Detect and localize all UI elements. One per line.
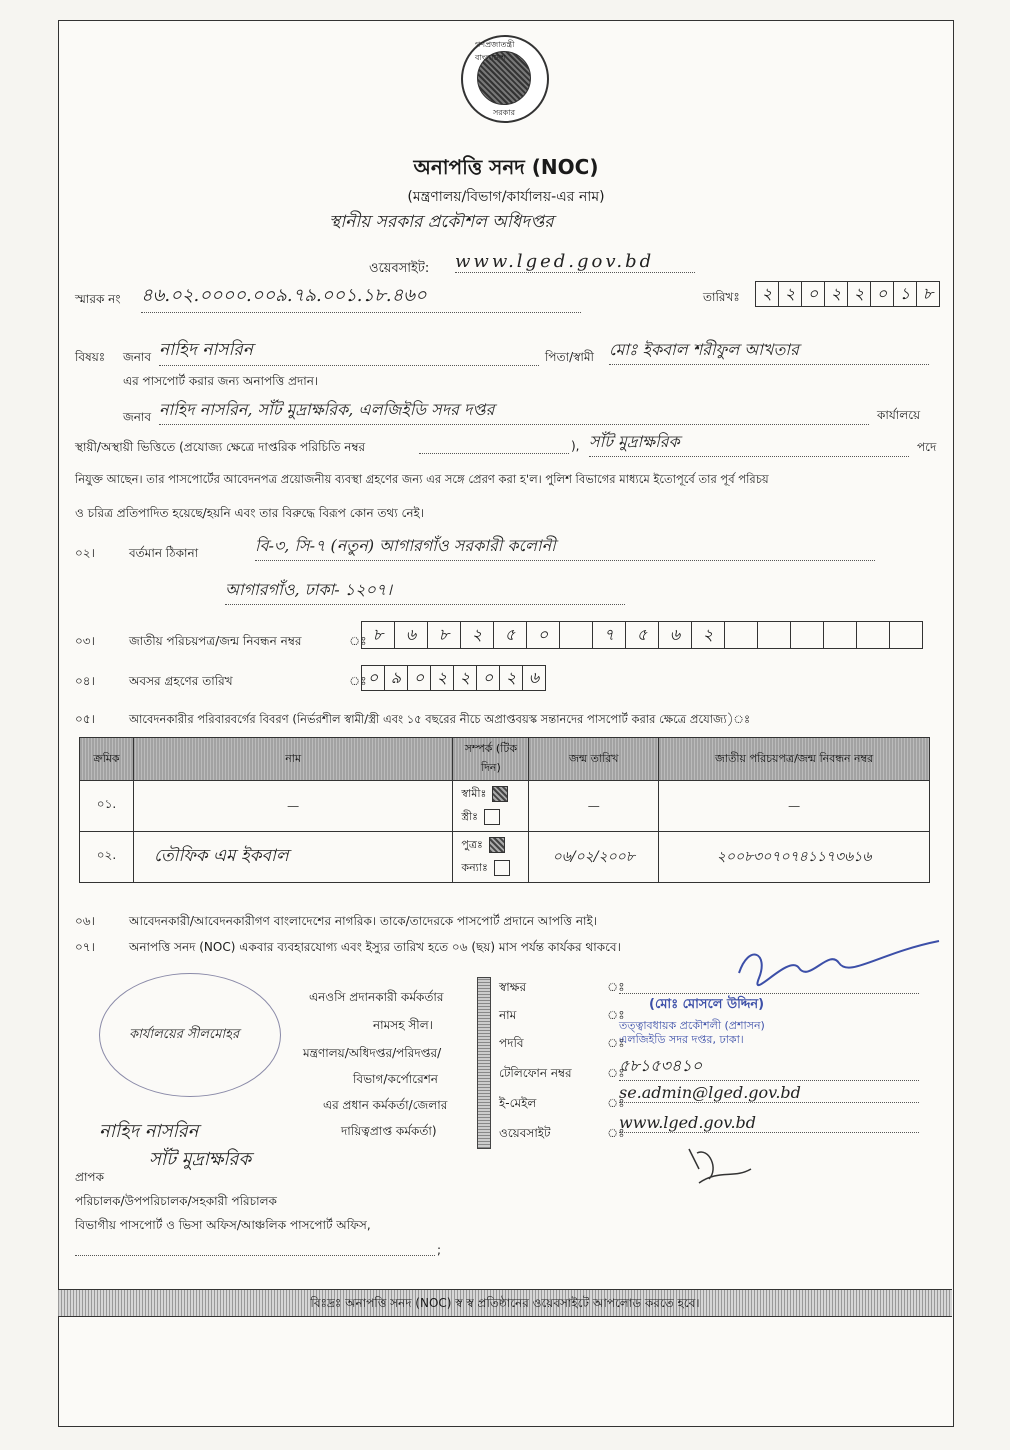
signatory-line1: এনওসি প্রদানকারী কর্মকর্তার (309, 990, 444, 1004)
memo-label: স্মারক নং (75, 292, 121, 306)
field-colon: ঃ (607, 1008, 625, 1022)
item-07-number: ০৭। (75, 940, 95, 954)
office-suffix: কার্যালয়ে (877, 408, 921, 422)
family-table (79, 737, 930, 883)
row-dob: ০৬/০২/২০০৮ (529, 832, 659, 883)
subject-line2: এর পাসপোর্ট করার জন্য অনাপত্তি প্রদান। (123, 374, 319, 388)
permanent-close: ), (571, 439, 580, 453)
seal-top-text: গণপ্রজাতন্ত্রী বাংলাদেশ (475, 40, 515, 62)
field-designation-label: পদবি (499, 1036, 524, 1050)
row-nid: ২০০৮৩০৭০৭৪১১৭৩৬১৬ (659, 832, 930, 883)
relation-option-label: কন্যাঃ (461, 861, 488, 874)
applicant-line: নাহিদ নাসরিন, সাঁট মুদ্রাক্ষরিক, এলজিইডি সদর দপ্তর (159, 397, 869, 425)
date-digit: ১ (893, 281, 917, 307)
table-header: ক্রমিক (80, 738, 134, 781)
relation-option-label: স্বামীঃ (461, 787, 487, 800)
applicant-name: নাহিদ নাসরিন (159, 337, 539, 366)
note-07: অনাপত্তি সনদ (NOC) একবার ব্যবহারযোগ্য এবং ইস্যুর তারিখ হতে ০৬ (ছয়) মাস পর্যন্ত কার্যকর থাকবে। (129, 940, 621, 954)
page-title: অনাপত্তি সনদ (NOC) (413, 155, 599, 179)
checkbox-checked-icon (492, 786, 508, 802)
item-06-number: ০৬। (75, 914, 95, 928)
field-email-label: ই-মেইল (499, 1096, 537, 1110)
table-header: জাতীয় পরিচয়পত্র/জন্ম নিবন্ধন নম্বর (659, 738, 930, 781)
recipient-line1: পরিচালক/উপপরিচালক/সহকারী পরিচালক (75, 1194, 277, 1208)
nid-digit (856, 621, 890, 649)
noc-document (58, 20, 954, 1427)
signatory-line2: নামসহ সীল। (373, 1018, 433, 1032)
retire-digit: ০ (361, 665, 385, 691)
subject-mr-label: জনাব (123, 350, 152, 364)
permanent-text: স্থায়ী/অস্থায়ী ভিত্তিতে (প্রযোজ্য ক্ষেত্রে দাপ্তরিক পরিচিতি নম্বর (75, 440, 366, 454)
retire-digit: ২ (499, 665, 523, 691)
noc-vertical-bar (477, 977, 491, 1149)
retire-digit: ২ (430, 665, 454, 691)
nid-digit: ২ (691, 621, 725, 649)
website-label: ওয়েবসাইট: (369, 261, 430, 276)
office-id-blank (419, 441, 569, 454)
retire-label: অবসর গ্রহণের তারিখ (129, 674, 233, 688)
nid-digit: ৬ (658, 621, 692, 649)
field-colon: ঃ (607, 980, 625, 994)
seal-bottom-text: সরকার (493, 108, 516, 117)
date-digit: ২ (824, 281, 848, 307)
recipient-blank-line (75, 1249, 435, 1256)
row-relation (453, 832, 529, 883)
father-label: পিতা/স্বামী (545, 350, 594, 364)
signature-icon (729, 933, 949, 993)
retire-boxes (361, 665, 545, 691)
table-row (80, 832, 930, 883)
table-row (80, 781, 930, 832)
nid-digit (823, 621, 857, 649)
checkbox-empty-icon (484, 809, 500, 825)
field-phone-label: টেলিফোন নম্বর (499, 1066, 572, 1080)
field-phone-value: ৫৮১৫৩৪১০ (619, 1053, 919, 1081)
date-digit: ০ (801, 281, 825, 307)
item-03-number: ০৩। (75, 634, 95, 648)
field-website-value: www.lged.gov.bd (619, 1113, 919, 1133)
recipient-line2: বিভাগীয় পাসপোর্ট ও ভিসা অফিস/আঞ্চলিক পাসপোর্ট অফিস, (75, 1218, 371, 1232)
father-value: মোঃ ইকবাল শরীফুল আখতার (609, 337, 929, 365)
retire-colon: ঃ (349, 674, 367, 688)
paragraph-line2: ও চরিত্র প্রতিপাদিত হয়েছে/হয়নি এবং তার বিরুদ্ধে বিরূপ কোন তথ্য নেই। (75, 506, 425, 520)
retire-digit: ০ (476, 665, 500, 691)
website-value: www.lged.gov.bd (455, 251, 695, 273)
item-04-number: ০৪। (75, 674, 95, 688)
row-serial: ০২. (80, 832, 134, 883)
government-seal-icon (461, 35, 549, 123)
applicant-sign-designation: সাঁট মুদ্রাক্ষরিক (149, 1149, 252, 1170)
recipient-line3: ; (437, 1243, 442, 1257)
checkbox-checked-icon (489, 837, 505, 853)
date-digit: ০ (870, 281, 894, 307)
stamp-office-line: এলজিইডি সদর দপ্তর, ঢাকা। (619, 1033, 744, 1046)
nid-digit: ২ (460, 621, 494, 649)
date-label: তারিখঃ (703, 290, 740, 304)
field-colon: ঃ (607, 1096, 625, 1110)
date-digit: ৮ (916, 281, 940, 307)
nid-digit: ৫ (625, 621, 659, 649)
retire-digit: ০ (407, 665, 431, 691)
date-boxes (755, 281, 939, 307)
post-suffix: পদে (917, 440, 937, 454)
date-digit: ২ (847, 281, 871, 307)
relation-option-label: স্ত্রীঃ (461, 810, 478, 823)
table-header: সম্পর্ক (টিক দিন) (453, 738, 529, 781)
subject-label: বিষয়ঃ (75, 350, 106, 364)
item-05-number: ০৫। (75, 712, 95, 726)
page-subtitle: (মন্ত্রণালয়/বিভাগ/কার্যালয়-এর নাম) (407, 189, 605, 205)
nid-digit: ৮ (361, 621, 395, 649)
nid-digit (559, 621, 593, 649)
field-name-value: (মোঃ মোসলে উদ্দিন) (649, 997, 765, 1012)
nid-digit (724, 621, 758, 649)
table-header-row (80, 738, 930, 781)
field-colon: ঃ (607, 1126, 625, 1140)
row-name: — (133, 781, 452, 832)
item-02-number: ০২। (75, 546, 95, 560)
relation-option-label: পুত্রঃ (461, 838, 483, 851)
paragraph-line1: নিযুক্ত আছেন। তার পাসপোর্টের আবেদনপত্র প্রয়োজনীয় ব্যবস্থা গ্রহণের জন্য এর সঙ্গে প্রেরণ করা হ'ল। পুলিশ বিভাগের মাধ্যমে ইতোপূর্বে তার পূর্ব পরিচয় (75, 472, 769, 486)
body-mr-label: জনাব (123, 410, 152, 424)
address-line2: আগারগাঁও, ঢাকা- ১২০৭। (225, 577, 625, 605)
signatory-line3: মন্ত্রণালয়/অধিদপ্তর/পরিদপ্তর/ (303, 1046, 442, 1060)
row-relation (453, 781, 529, 832)
field-colon: ঃ (607, 1066, 625, 1080)
date-digit: ২ (755, 281, 779, 307)
office-seal-label: কার্যালয়ের সীলমোহর (129, 1027, 240, 1042)
nid-digit: ৮ (427, 621, 461, 649)
footer-note: বিঃদ্রঃ অনাপত্তি সনদ (NOC) স্ব স্ব প্রতিষ্ঠানের ওয়েবসাইটে আপলোড করতে হবে। (58, 1289, 952, 1317)
memo-number: ৪৬.০২.০০০০.০০৯.৭৯.০০১.১৮.৪৬০ (141, 281, 581, 313)
table-header: নাম (133, 738, 452, 781)
applicant-sign-name: নাহিদ নাসরিন (99, 1121, 199, 1142)
field-designation-value: তত্ত্বাবধায়ক প্রকৌশলী (প্রশাসন) (619, 1019, 765, 1032)
address-label: বর্তমান ঠিকানা (129, 546, 199, 560)
field-colon: ঃ (607, 1036, 625, 1050)
checkbox-empty-icon (494, 860, 510, 876)
recipient-label: প্রাপক (75, 1170, 104, 1184)
nid-digit: ৫ (493, 621, 527, 649)
nid-digit (889, 621, 923, 649)
nid-colon: ঃ (349, 634, 367, 648)
field-email-value: se.admin@lged.gov.bd (619, 1083, 919, 1103)
retire-digit: ৬ (522, 665, 546, 691)
designation-value: সাঁট মুদ্রাক্ষরিক (589, 429, 909, 457)
nid-digit: ৭ (592, 621, 626, 649)
signatory-line6: দায়িত্বপ্রাপ্ত কর্মকর্তা) (341, 1124, 437, 1138)
office-name: স্থানীয় সরকার প্রকৌশল অধিদপ্তর (329, 212, 554, 232)
signatory-line5: এর প্রধান কর্মকর্তা/জেলার (323, 1098, 448, 1112)
initials-icon (679, 1139, 759, 1189)
nid-digit (790, 621, 824, 649)
field-name-label: নাম (499, 1008, 517, 1022)
retire-digit: ৯ (384, 665, 408, 691)
table-header: জন্ম তারিখ (529, 738, 659, 781)
note-06: আবেদনকারী/আবেদনকারীগণ বাংলাদেশের নাগরিক। তাকে/তাদেরকে পাসপোর্ট প্রদানে আপত্তি নাই। (129, 914, 598, 928)
nid-boxes (361, 621, 922, 649)
row-name: তৌফিক এম ইকবাল (133, 832, 452, 883)
field-signature-label: স্বাক্ষর (499, 980, 527, 994)
row-dob: — (529, 781, 659, 832)
field-website-label: ওয়েবসাইট (499, 1126, 551, 1140)
date-digit: ২ (778, 281, 802, 307)
nid-label: জাতীয় পরিচয়পত্র/জন্ম নিবন্ধন নম্বর (129, 634, 302, 648)
nid-digit: ৬ (394, 621, 428, 649)
nid-digit (757, 621, 791, 649)
address-line1: বি-৩, সি-৭ (নতুন) আগারগাঁও সরকারী কলোনী (255, 533, 875, 561)
family-label: আবেদনকারীর পরিবারবর্গের বিবরণ (নির্ভরশীল স্বামী/স্ত্রী এবং ১৫ বছরের নীচে অপ্রাপ্তবয়স্ক সন্তানদের পাসপোর্ট করার ক্ষেত্রে প্রযোজ্য)ঃ (129, 712, 751, 726)
row-serial: ০১. (80, 781, 134, 832)
retire-digit: ২ (453, 665, 477, 691)
nid-digit: ০ (526, 621, 560, 649)
row-nid: — (659, 781, 930, 832)
signatory-line4: বিভাগ/কর্পোরেশন (353, 1072, 438, 1086)
